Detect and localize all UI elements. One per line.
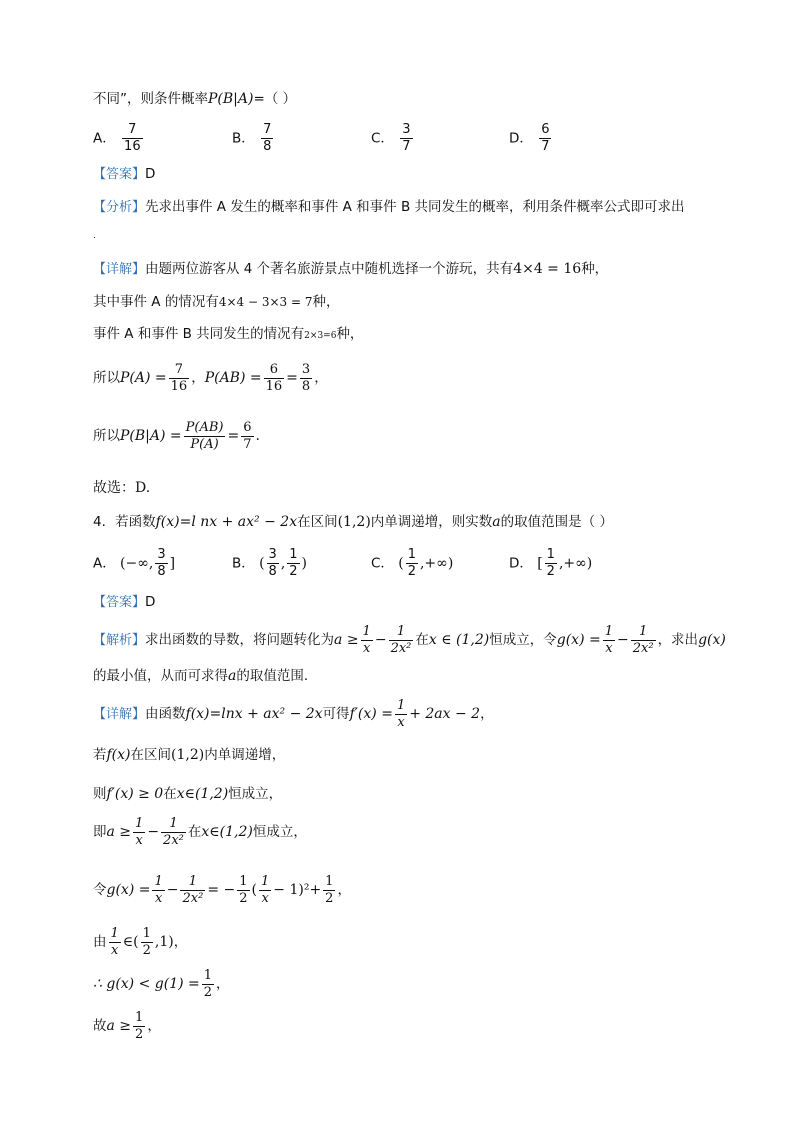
fraction-num: 6 <box>541 122 550 137</box>
detail-text: 由题两位游客从 4 个著名旅游景点中随机选择一个游玩，共有 <box>145 261 514 277</box>
fraction-num: 3 <box>301 361 311 377</box>
jiexi-text: 恒成立，令 <box>489 632 557 648</box>
q4-option-b: B． ( $\frac{3}{8}$ , $\frac{1}{2}$ ) <box>232 547 308 579</box>
fraction <box>241 420 253 453</box>
fraction-num: 1 <box>362 623 371 639</box>
detail-expr: P(B|A) = <box>120 428 182 444</box>
option-fraction <box>287 547 299 580</box>
option-left: (−∞, <box>120 555 154 572</box>
paren: ,1) <box>154 934 174 950</box>
fraction-den: 2 <box>289 564 298 579</box>
fraction-den: x <box>135 832 143 848</box>
fraction-den: 7 <box>541 139 550 154</box>
fraction-num: 7 <box>122 122 143 139</box>
fraction-den: x <box>110 942 119 958</box>
fraction-num: 6 <box>243 419 252 435</box>
detail-text: 故 <box>93 1018 107 1034</box>
fraction-den: 2 <box>239 890 248 906</box>
fraction-num: 1 <box>180 874 205 891</box>
fraction-num: 7 <box>263 122 272 137</box>
fraction <box>300 362 312 395</box>
detail-text: 所以 <box>93 370 120 386</box>
stem-text: 若函数 <box>115 514 156 530</box>
detail-tag: 【详解】 <box>93 707 146 722</box>
option-right: ,+∞) <box>419 555 454 572</box>
fraction-num: 1 <box>604 623 613 639</box>
fraction-num: 1 <box>389 624 414 641</box>
fraction <box>361 624 373 657</box>
option-left: ( <box>259 555 265 572</box>
question-number: 4． <box>93 514 116 530</box>
detail-expr: − 1 <box>273 882 299 898</box>
fraction-num: 1 <box>325 873 334 889</box>
fraction-den: x <box>154 890 163 906</box>
detail-text: 即 <box>93 824 107 840</box>
minus: − <box>617 632 629 648</box>
q3-stem-line <box>93 89 296 109</box>
jiexi-text: 求出函数的导数，将问题转化为 <box>145 632 335 648</box>
q3-option-d <box>509 122 553 155</box>
detail-text: 恒成立， <box>228 786 283 802</box>
fraction-den: 2 <box>546 564 555 579</box>
detail-expr: 4×4 − 3×3 = 7 <box>218 295 313 309</box>
option-left: ( <box>398 555 404 572</box>
minus: − <box>374 632 387 648</box>
equals: = <box>286 370 298 386</box>
option-letter: B． <box>232 555 255 572</box>
fraction-num: P(AB) <box>185 419 224 435</box>
option-letter: D． <box>509 555 533 572</box>
separator: ， <box>480 706 494 722</box>
fraction-num: 1 <box>631 624 656 641</box>
stem-text: 在区间 <box>297 514 338 530</box>
option-right: ,+∞) <box>558 555 593 572</box>
fraction-num: 6 <box>264 362 285 379</box>
detail-text: 由 <box>93 934 107 950</box>
fraction <box>323 874 335 907</box>
q3-stem-blank: =（ ） <box>253 91 297 107</box>
fraction-num: 3 <box>157 547 166 562</box>
fraction-num: 3 <box>268 547 277 562</box>
q3-detail-line-1 <box>93 259 608 280</box>
detail-expr: f′(x) ≥ 0 <box>106 786 164 802</box>
detail-text: 在区间 <box>130 747 172 763</box>
answer-tag: 【答案】 <box>93 595 146 610</box>
minus: − <box>147 824 160 840</box>
q4-option-a <box>93 547 175 580</box>
paren: ( <box>133 934 139 950</box>
fraction-num: 7 <box>169 362 190 379</box>
fraction-den: x <box>363 640 371 656</box>
answer-tag: 【答案】 <box>93 167 146 182</box>
detail-text: 其中事件 A 的情况有 <box>93 294 219 310</box>
jiexi-text: 的取值范围． <box>236 668 318 684</box>
option-left: [ <box>537 555 543 572</box>
equals: = <box>227 428 240 444</box>
q3-analysis-line <box>93 197 685 218</box>
q3-detail-line-3 <box>93 324 363 346</box>
fraction-den: x <box>605 640 613 656</box>
stem-text: 内单调递增，则实数 <box>370 514 493 530</box>
stem-text: 的取值范围是（ ） <box>500 514 613 530</box>
fraction-num: 1 <box>110 925 119 941</box>
fraction-num: 1 <box>203 967 213 983</box>
fraction-den: 2x² <box>390 640 412 656</box>
option-letter: B． <box>232 130 255 147</box>
detail-expr: a ≥ <box>106 824 132 840</box>
option-fraction <box>155 547 167 580</box>
fraction <box>237 874 249 907</box>
fraction-num: 3 <box>402 122 411 137</box>
fraction <box>184 420 226 453</box>
stem-var: a <box>492 514 501 530</box>
detail-expr: x∈(1,2) <box>201 824 253 840</box>
detail-expr: f(x)=lnx + ax² − 2x <box>185 706 323 722</box>
fraction-den: 16 <box>124 139 141 154</box>
fraction <box>389 624 414 657</box>
detail-text: 令 <box>93 882 107 898</box>
fraction <box>141 926 153 959</box>
fraction-num: 1 <box>239 873 248 889</box>
separator: ， <box>216 976 230 992</box>
answer-value: D <box>145 166 156 182</box>
fraction <box>631 624 656 657</box>
fraction-den: 2x² <box>163 832 184 848</box>
fraction <box>259 874 271 907</box>
detail-text: 事件 A 和事件 B 共同发生的情况有 <box>93 326 305 342</box>
q3-choose-line: 故选：D. <box>93 480 151 496</box>
jiexi-text: 在 <box>415 632 429 648</box>
jiexi-expr: g(x) <box>698 632 726 648</box>
stem-expr: f(x)=l nx + ax² − 2x <box>155 514 298 530</box>
detail-expr: f(x) <box>106 747 131 763</box>
analysis-text: 先求出事件 A 发生的概率和事件 A 和事件 B 共同发生的概率，利用条件概率公式即可求出 <box>145 199 685 215</box>
q4-detail-line-4 <box>93 814 307 850</box>
fraction-num: 1 <box>289 547 298 562</box>
option-fraction <box>539 122 551 155</box>
q3-detail-line-4 <box>93 360 328 396</box>
detail-expr: P(AB) = <box>204 370 262 386</box>
fraction-den: 8 <box>263 139 272 154</box>
option-letter: D． <box>509 130 533 147</box>
detail-expr: 4×4 = 16 <box>513 261 582 277</box>
fraction-num: 1 <box>142 925 151 941</box>
detail-expr: a ≥ <box>106 1018 132 1034</box>
q3-option-c <box>371 122 415 155</box>
detail-text-tail: 种， <box>312 294 340 310</box>
detail-text: 可得 <box>322 706 350 722</box>
q3-detail-line-2 <box>93 292 339 312</box>
q3-stem-text: 不同”，则条件概率 <box>93 91 208 107</box>
stem-interval: (1,2) <box>337 514 371 530</box>
jiexi-text: 的最小值，从而可求得 <box>93 668 228 684</box>
detail-expr: P(A) = <box>120 370 167 386</box>
detail-expr: 2×3=6 <box>304 331 337 341</box>
fraction-den: x <box>261 890 269 906</box>
fraction <box>133 816 145 849</box>
option-fraction <box>267 547 279 580</box>
q4-option-d <box>509 547 592 580</box>
q3-option-b <box>232 122 275 155</box>
q4-jiexi-line-2 <box>93 666 317 686</box>
fraction-num: 1 <box>161 816 186 833</box>
option-fraction <box>400 122 412 155</box>
separator: ， <box>191 370 205 386</box>
answer-value: D <box>145 594 156 610</box>
fraction-num: 1 <box>546 547 555 562</box>
fraction-den: 2 <box>142 942 151 958</box>
jiexi-expr: g(x) = <box>556 632 601 648</box>
fraction-den: 2x² <box>182 890 204 906</box>
detail-text: 若 <box>93 747 107 763</box>
fraction <box>202 968 214 1001</box>
fraction-den: 2x² <box>632 640 654 656</box>
q4-detail-line-3 <box>93 784 282 804</box>
fraction-den: 2 <box>203 984 213 1000</box>
detail-expr: g(x) = <box>106 882 151 898</box>
detail-text: 在 <box>187 824 202 840</box>
option-letter: C． <box>371 130 394 147</box>
fraction-den: 7 <box>402 139 411 154</box>
option-fraction <box>122 122 143 155</box>
jiexi-tag: 【解析】 <box>93 633 146 648</box>
detail-text: 则 <box>93 786 107 802</box>
fraction <box>133 1010 145 1043</box>
fraction-den: 2 <box>135 1026 144 1042</box>
option-fraction <box>545 547 557 580</box>
q3-answer-line <box>93 164 155 185</box>
fraction-den: 8 <box>157 564 166 579</box>
option-letter: C． <box>371 555 394 572</box>
detail-text-tail: 种， <box>336 326 364 342</box>
fraction-num: 1 <box>135 1009 144 1025</box>
option-fraction <box>261 122 273 155</box>
separator: ， <box>147 1018 161 1034</box>
detail-text-tail: 种， <box>581 261 609 277</box>
fraction-num: 1 <box>154 873 163 889</box>
detail-tag: 【详解】 <box>93 262 146 277</box>
jiexi-expr: x ∈ (1,2) <box>428 632 490 648</box>
fraction-den: 2 <box>325 890 334 906</box>
q4-detail-line-5 <box>93 872 351 908</box>
fraction <box>180 874 205 907</box>
fraction-den: 16 <box>265 378 283 394</box>
separator: ， <box>314 370 328 386</box>
option-letter: A． <box>93 555 116 572</box>
fraction <box>603 624 615 657</box>
detail-expr: x∈(1,2) <box>176 786 229 802</box>
detail-text: 所以 <box>93 428 120 444</box>
q3-detail-line-5 <box>93 418 260 454</box>
jiexi-var: a <box>228 668 237 684</box>
period: . <box>255 428 260 444</box>
detail-text: 恒成立， <box>252 824 307 840</box>
q4-detail-line-2 <box>93 745 285 765</box>
plus: + <box>309 882 322 898</box>
detail-expr: + 2ax − 2 <box>409 706 481 722</box>
detail-text: 由函数 <box>145 706 186 722</box>
fraction <box>152 874 164 907</box>
q3-option-a <box>93 122 145 155</box>
fraction <box>395 698 407 731</box>
fraction-den: 7 <box>243 436 252 452</box>
option-fraction <box>406 547 418 580</box>
detail-expr: ∴ g(x) < g(1) = <box>93 976 200 992</box>
paren: )² <box>298 882 310 898</box>
detail-text: 在 <box>163 786 177 802</box>
q4-detail-line-7 <box>93 966 230 1002</box>
detail-expr: (1,2) <box>171 747 205 763</box>
fraction-den: 8 <box>301 378 311 394</box>
fraction-num: 1 <box>260 873 270 889</box>
fraction-num: 1 <box>396 697 406 713</box>
q4-detail-line-6 <box>93 924 187 960</box>
fraction <box>161 816 186 849</box>
fraction-num: 1 <box>407 547 416 562</box>
q3-stem-expr: P(B|A) <box>208 91 254 107</box>
detail-text: 内单调递增， <box>204 747 286 763</box>
q4-jiexi-line-1 <box>93 622 726 659</box>
fraction <box>169 362 190 395</box>
minus: − <box>166 882 179 898</box>
paren: ( <box>251 882 257 898</box>
q4-detail-line-8 <box>93 1008 161 1044</box>
jiexi-expr: a ≥ <box>334 632 359 648</box>
option-right: ] <box>169 555 176 572</box>
fraction-den: 2 <box>407 564 416 579</box>
fraction-den: x <box>397 714 405 730</box>
option-letter: A． <box>93 130 116 147</box>
fraction-den: 16 <box>170 378 188 394</box>
fraction-den: 8 <box>268 564 277 579</box>
jiexi-text: ，求出 <box>657 632 699 648</box>
separator: ， <box>337 882 351 898</box>
separator: ， <box>173 934 188 950</box>
fraction <box>264 362 285 395</box>
equals: = − <box>207 882 236 898</box>
detail-expr: ∈ <box>122 934 134 950</box>
fraction-num: 1 <box>135 815 144 831</box>
fraction <box>109 926 121 959</box>
q3-analysis-dot: . <box>93 231 96 241</box>
detail-expr: f′(x) = <box>349 706 393 722</box>
fraction-den: P(A) <box>190 436 219 452</box>
q4-answer-line <box>93 592 155 613</box>
q4-detail-line-1 <box>93 696 494 733</box>
q4-option-c <box>371 547 453 580</box>
option-right: ) <box>301 555 308 572</box>
analysis-tag: 【分析】 <box>93 200 146 215</box>
q4-stem-line <box>93 512 613 532</box>
